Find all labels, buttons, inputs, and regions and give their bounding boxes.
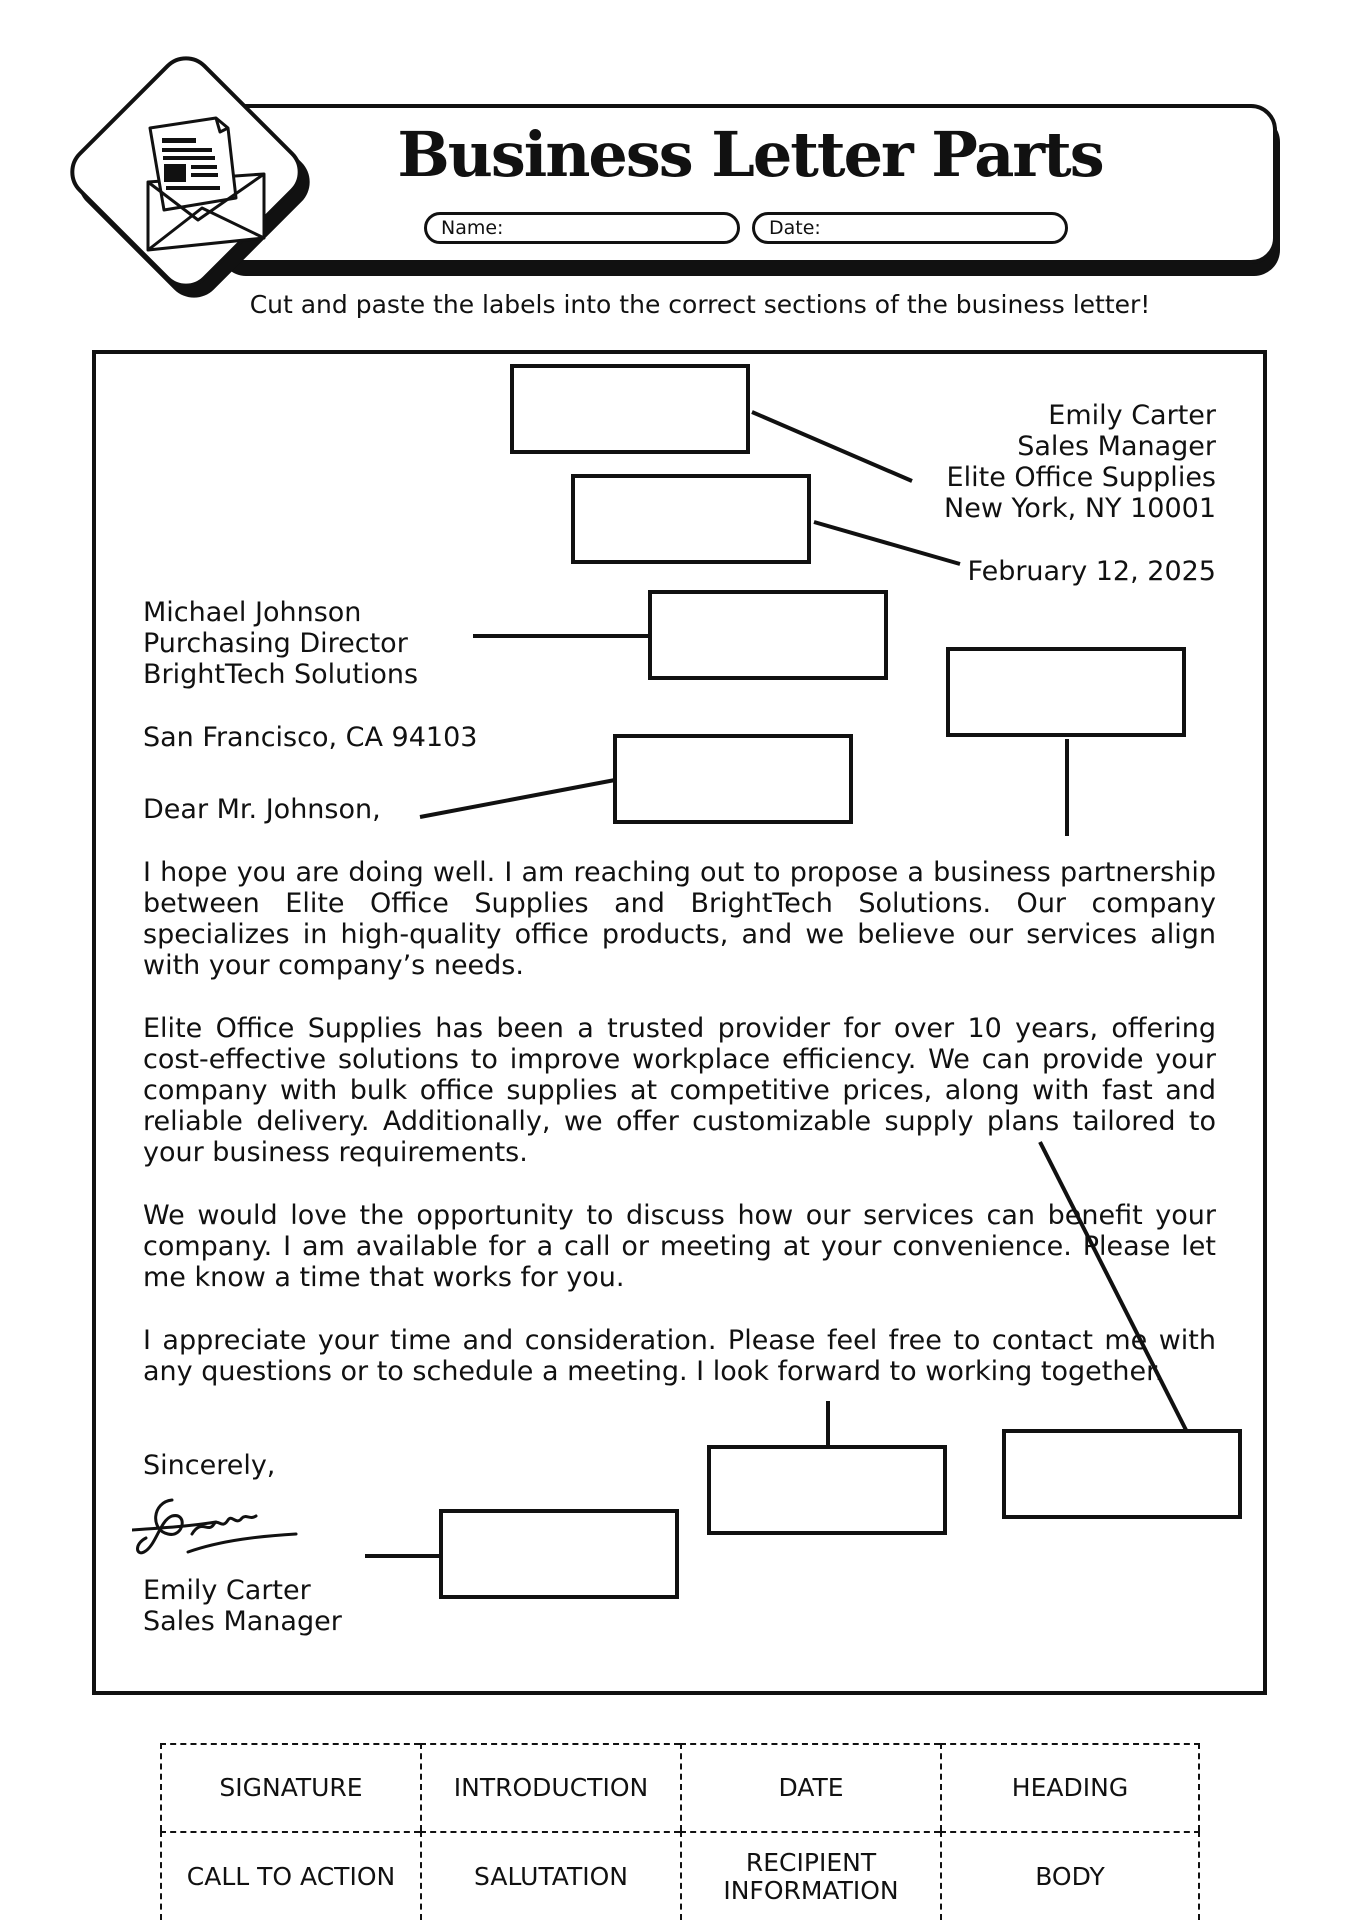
name-field[interactable]: Name: <box>424 212 740 244</box>
label-drop-box[interactable] <box>439 1509 679 1599</box>
letter-date: February 12, 2025 <box>967 556 1216 587</box>
sender-line: Sales Manager <box>1017 431 1216 462</box>
sender-line: New York, NY 10001 <box>944 493 1216 524</box>
closing-text: Sincerely, <box>143 1450 276 1481</box>
sender-address <box>820 400 1216 524</box>
signer-line: Sales Manager <box>143 1606 342 1637</box>
label-body[interactable]: BODY <box>940 1831 1200 1920</box>
recipient-address <box>143 597 563 690</box>
label-drop-box[interactable] <box>648 590 888 680</box>
recipient-line: Michael Johnson <box>143 597 362 628</box>
label-drop-box[interactable] <box>707 1445 947 1535</box>
recipient-city: San Francisco, CA 94103 <box>143 722 478 753</box>
body-paragraph: Elite Office Supplies has been a trusted provider for over 10 years, offering cost-effective solutions to improve workplace efficiency. We can provide your company with bulk office supplies at competitive prices, along with fast and reliable delivery. Additionally, we offer customizable supply plans tailored to your business requirements. <box>143 1013 1216 1168</box>
signer-block <box>143 1575 443 1637</box>
date-field[interactable]: Date: <box>752 212 1068 244</box>
envelope-letter-icon <box>136 110 276 260</box>
recipient-line: BrightTech Solutions <box>143 659 419 690</box>
label-drop-box[interactable] <box>1002 1429 1242 1519</box>
salutation-text: Dear Mr. Johnson, <box>143 794 381 825</box>
sender-line: Emily Carter <box>1048 400 1216 431</box>
label-recipient-information[interactable]: RECIPIENT INFORMATION <box>680 1831 940 1920</box>
label-date[interactable]: DATE <box>680 1743 940 1831</box>
label-drop-box[interactable] <box>571 474 811 564</box>
body-paragraph: I appreciate your time and consideration. Please feel free to contact me with any questions or to schedule a meeting. I look forward to working together. <box>143 1325 1216 1387</box>
label-drop-box[interactable] <box>510 364 750 454</box>
signer-line: Emily Carter <box>143 1575 311 1606</box>
label-introduction[interactable]: INTRODUCTION <box>420 1743 680 1831</box>
sender-line: Elite Office Supplies <box>946 462 1216 493</box>
label-salutation[interactable]: SALUTATION <box>420 1831 680 1920</box>
body-paragraph: We would love the opportunity to discuss how our services can benefit your company. I am available for a call or meeting at your convenience. Please let me know a time that works for you. <box>143 1200 1216 1293</box>
signature-scribble <box>132 1490 302 1560</box>
body-paragraph: I hope you are doing well. I am reaching out to propose a business partnership between Elite Office Supplies and BrightTech Solutions. Our company specializes in high-quality office products, and we believe our services align with your company’s needs. <box>143 857 1216 981</box>
label-signature[interactable]: SIGNATURE <box>160 1743 420 1831</box>
cutout-labels <box>160 1743 1200 1920</box>
label-heading[interactable]: HEADING <box>940 1743 1200 1831</box>
label-drop-box[interactable] <box>613 734 853 824</box>
recipient-line: Purchasing Director <box>143 628 408 659</box>
page-title: Business Letter Parts <box>397 118 1103 191</box>
instruction-text: Cut and paste the labels into the correct sections of the business letter! <box>249 290 1151 319</box>
label-drop-box[interactable] <box>946 647 1186 737</box>
label-call-to-action[interactable]: CALL TO ACTION <box>160 1831 420 1920</box>
